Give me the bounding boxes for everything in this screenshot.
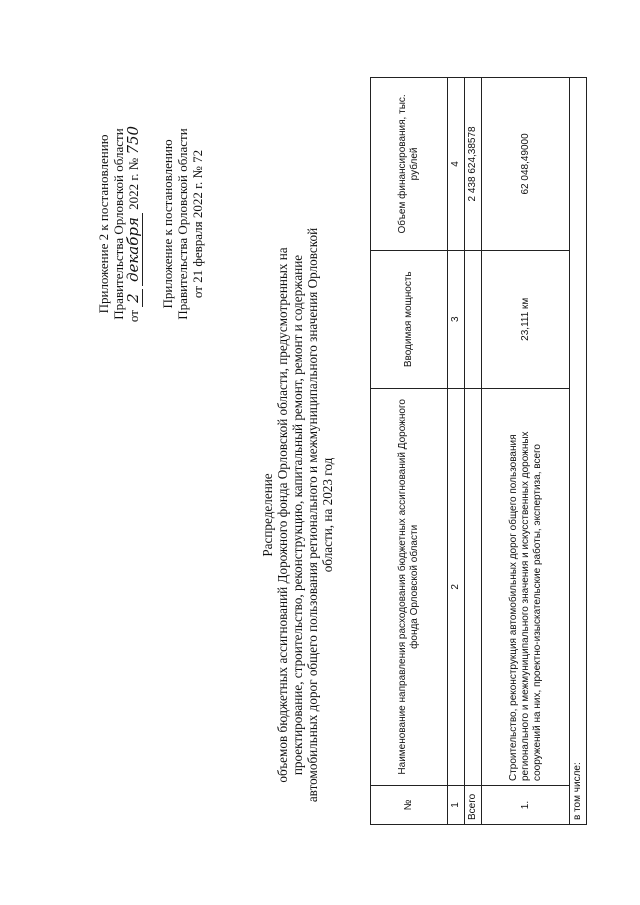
appendix-header-new xyxy=(96,99,141,349)
appendix-header-old xyxy=(160,99,205,349)
row1-funding: 62 048,49000 xyxy=(482,78,570,251)
appendix-old-line1: Приложение к постановлению xyxy=(160,139,175,309)
title-line2: объемов бюджетных ассигнований Дорожного фонда Орловской области, предусмотренных на xyxy=(275,247,290,783)
title-line4: автомобильных дорог общего пользования регионального и межмуниципального значения Орловской xyxy=(305,227,320,803)
table-row xyxy=(482,78,570,825)
title-line3: проектирование, строительство, реконструкцию, капитальный ремонт, ремонт и содержание xyxy=(290,254,305,776)
table-header-row xyxy=(371,78,448,825)
col-number-4: 4 xyxy=(448,78,465,251)
row1-capacity: 23,111 км xyxy=(482,250,570,388)
appendix-new-line3 xyxy=(126,99,141,349)
funding-table xyxy=(370,77,587,825)
col-number-2: 2 xyxy=(448,388,465,785)
total-capacity-cell xyxy=(465,250,482,388)
title-line1: Распределение xyxy=(260,473,275,557)
header-direction: Наименование направления расходования бюджетных ассигнований Дорожного фонда Орловской области xyxy=(371,388,448,785)
col-number-3: 3 xyxy=(448,250,465,388)
total-direction-cell xyxy=(465,388,482,785)
appendix-old-line2: Правительства Орловской области xyxy=(175,128,190,320)
header-funding: Объем финансирования, тыс. рублей xyxy=(371,78,448,251)
including-label: в том числе: xyxy=(570,78,587,825)
title-line5: области, на 2023 год xyxy=(320,457,335,573)
row1-num: 1. xyxy=(482,786,570,825)
col-number-1: 1 xyxy=(448,786,465,825)
column-number-row xyxy=(448,78,465,825)
header-num: № xyxy=(371,786,448,825)
appendix-new-prefix: от xyxy=(126,310,141,323)
handwritten-day: 2 xyxy=(124,289,143,307)
handwritten-number: 750 xyxy=(124,125,142,155)
header-capacity: Вводимая мощность xyxy=(371,250,448,388)
row1-direction: Строительство, реконструкция автомобильных дорог общего пользования регионального и межмуниципального значения и искусственных дорожных сооружений на них, проектно-изыскательские работы, экспертиза, всего xyxy=(482,388,570,785)
appendix-old-line3: от 21 февраля 2022 г. № 72 xyxy=(190,149,205,299)
appendix-new-line1: Приложение 2 к постановлению xyxy=(96,134,111,314)
total-funding: 2 438 624,38578 xyxy=(465,78,482,251)
appendix-new-line2: Правительства Орловской области xyxy=(111,128,126,320)
total-row xyxy=(465,78,482,825)
total-label: Всего xyxy=(465,786,482,825)
handwritten-month: декабря xyxy=(124,213,143,286)
document-title xyxy=(260,195,335,835)
including-row xyxy=(570,78,587,825)
appendix-new-year: 2022 г. № xyxy=(126,157,141,210)
